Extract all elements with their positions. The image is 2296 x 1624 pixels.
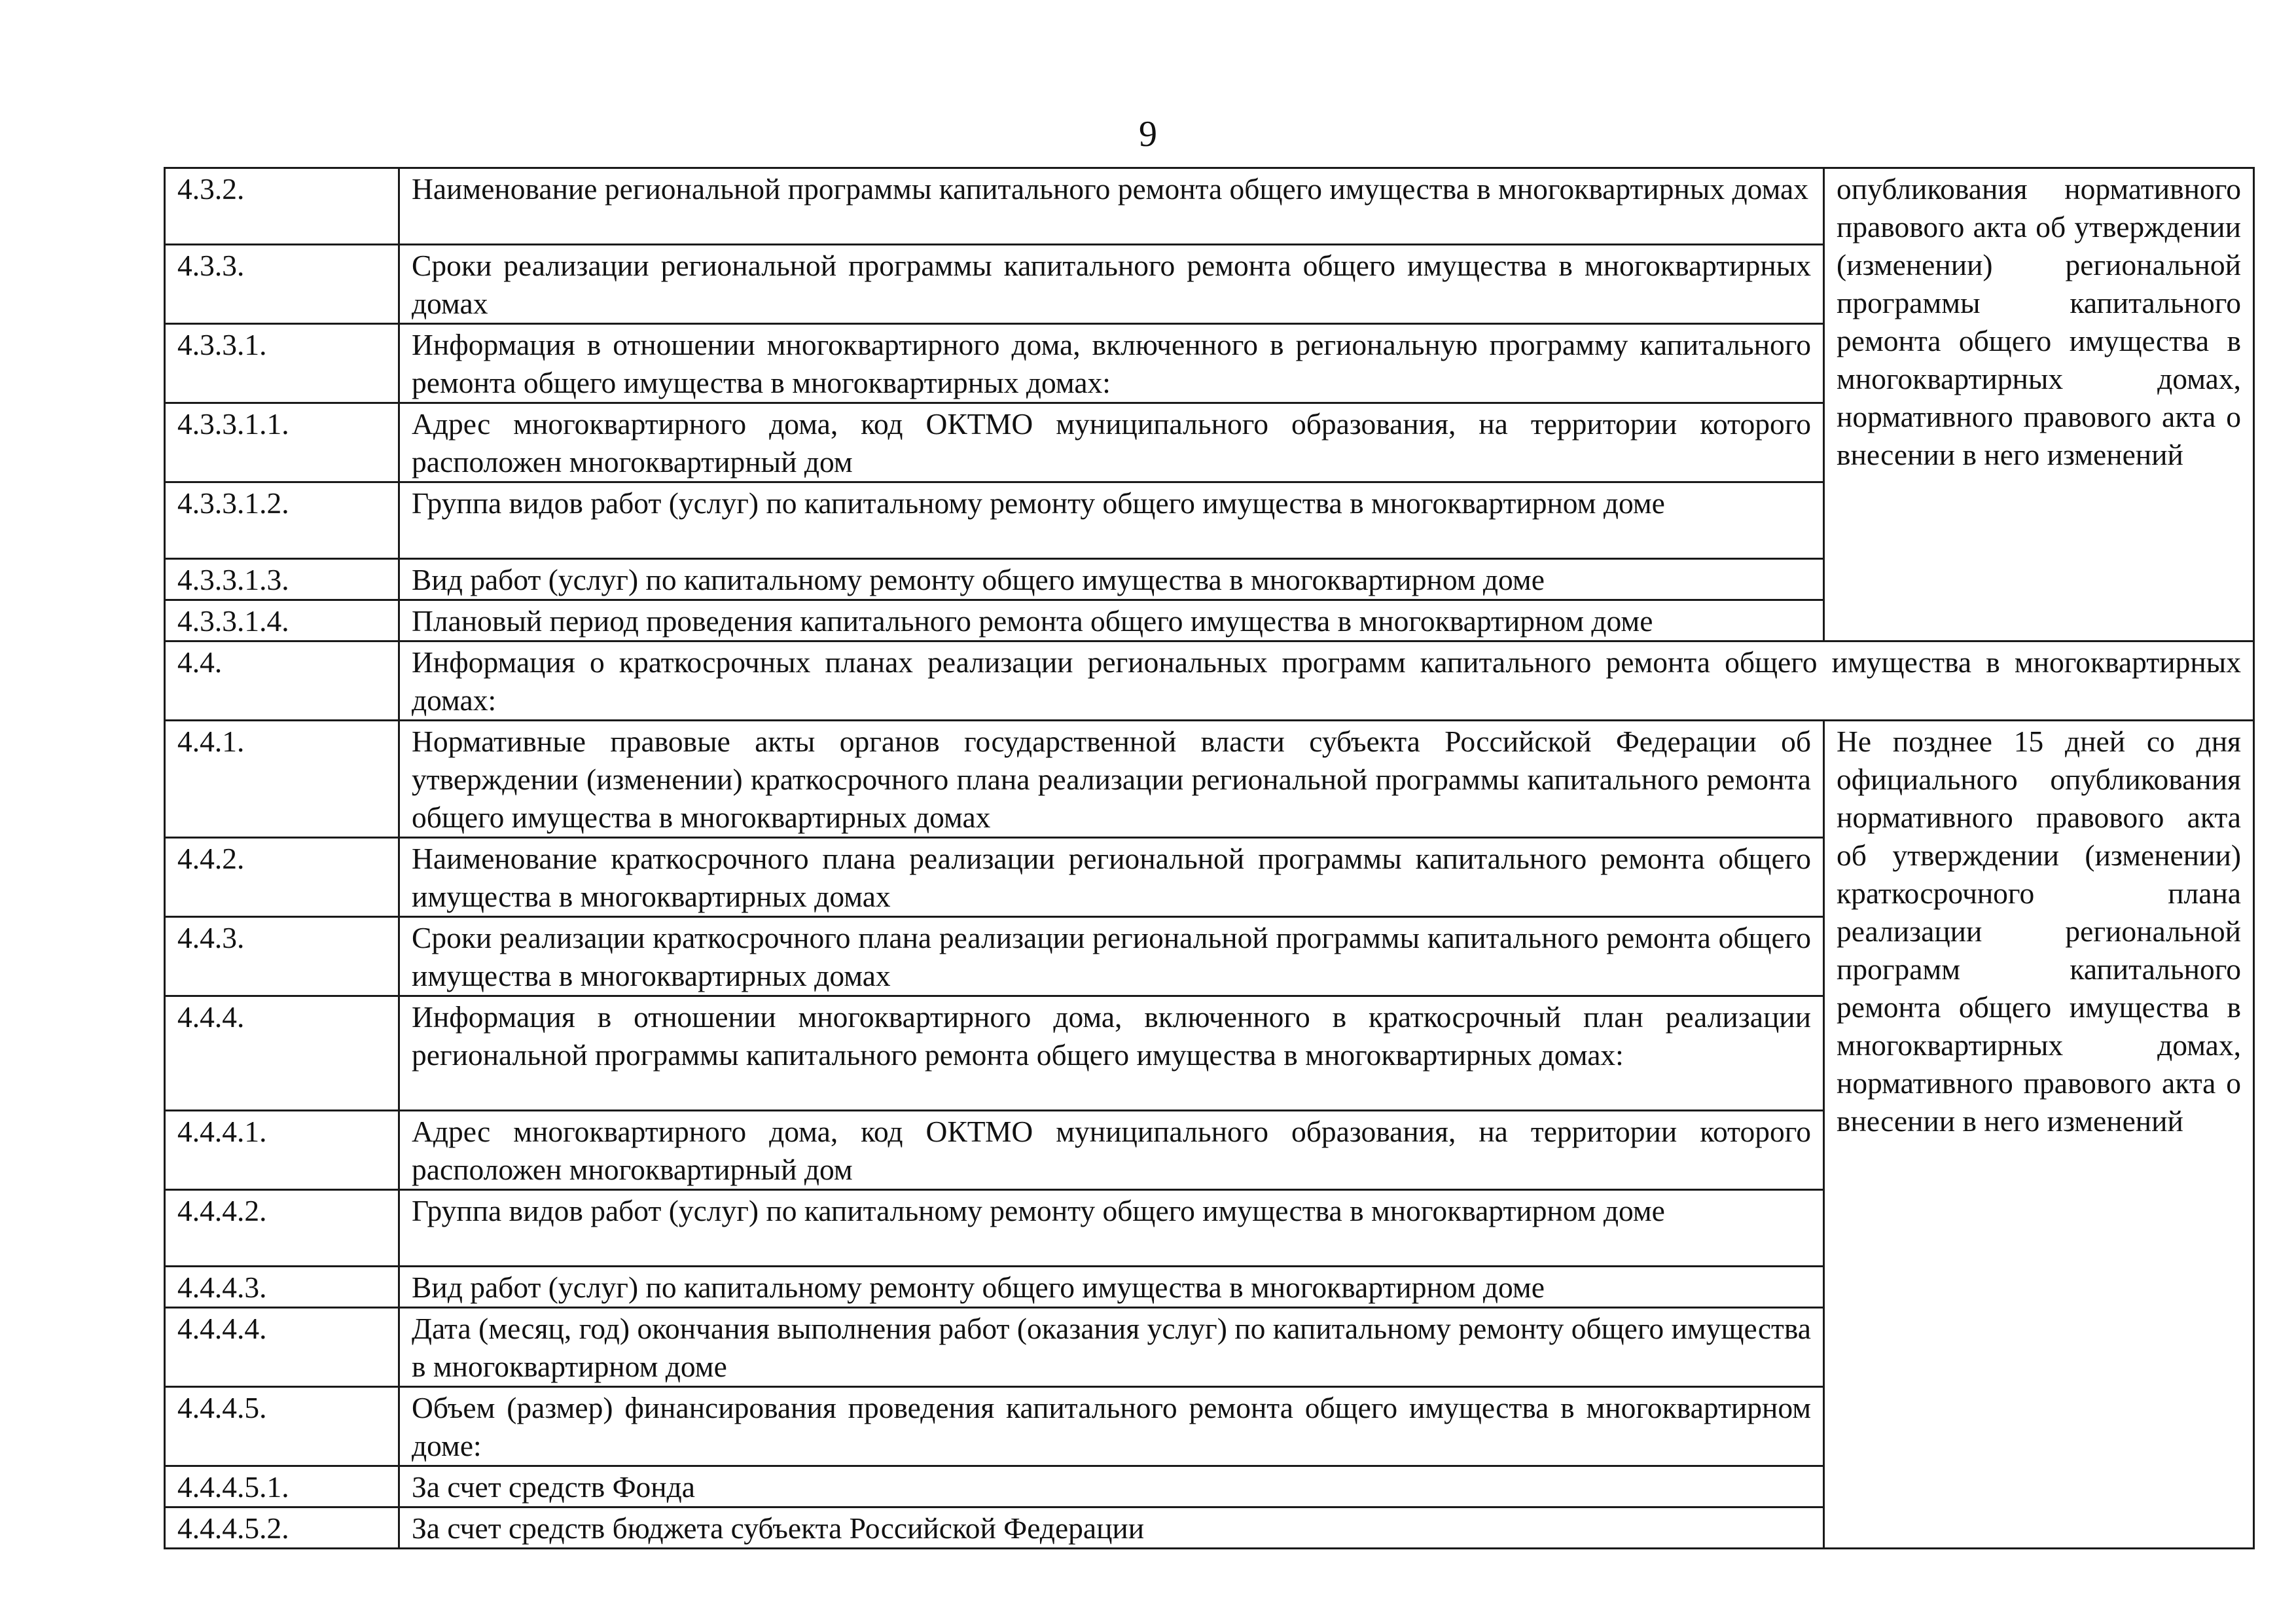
row-description: Информация в отношении многоквартирного дома, включенного в региональную программу капитального ремонта общего имущества в многоквартирных домах:	[399, 324, 1824, 403]
row-description: Группа видов работ (услуг) по капитальному ремонту общего имущества в многоквартирном доме	[399, 482, 1824, 559]
page-number: 9	[1139, 114, 1157, 154]
row-number: 4.3.3.1.1.	[165, 403, 399, 482]
row-description: Вид работ (услуг) по капитальному ремонту общего имущества в многоквартирном доме	[399, 559, 1824, 600]
table-row	[165, 641, 2254, 721]
row-description: Адрес многоквартирного дома, код ОКТМО муниципального образования, на территории которого расположен многоквартирный дом	[399, 1111, 1824, 1190]
row-number: 4.3.3.1.3.	[165, 559, 399, 600]
section-heading: Информация о краткосрочных планах реализации региональных программ капитального ремонта общего имущества в многоквартирных домах:	[399, 641, 2254, 721]
row-number: 4.4.2.	[165, 838, 399, 917]
row-number: 4.3.3.1.	[165, 324, 399, 403]
requirements-table	[164, 167, 2255, 1549]
row-description: Сроки реализации региональной программы капитального ремонта общего имущества в многоквартирных домах	[399, 245, 1824, 324]
row-number: 4.3.3.1.2.	[165, 482, 399, 559]
row-number: 4.4.4.	[165, 996, 399, 1111]
row-number: 4.4.4.1.	[165, 1111, 399, 1190]
row-number: 4.3.2.	[165, 168, 399, 245]
row-description: Объем (размер) финансирования проведения капитального ремонта общего имущества в многоквартирном доме:	[399, 1387, 1824, 1466]
row-description: Группа видов работ (услуг) по капитальному ремонту общего имущества в многоквартирном доме	[399, 1190, 1824, 1267]
publication-term: опубликования нормативного правового акта об утверждении (изменении) региональной программы капитального ремонта общего имущества в многоквартирных домах, нормативного правового акта о внесении в него изменений	[1824, 168, 2254, 641]
row-number: 4.4.4.5.2.	[165, 1507, 399, 1549]
row-number: 4.4.4.5.	[165, 1387, 399, 1466]
table-row	[165, 168, 2254, 245]
row-number: 4.4.4.3.	[165, 1267, 399, 1308]
row-description: Нормативные правовые акты органов государственной власти субъекта Российской Федерации об утверждении (изменении) краткосрочного плана реализации региональной программы капитального ремонта общего имущества в многоквартирных домах	[399, 721, 1824, 838]
row-description: За счет средств Фонда	[399, 1466, 1824, 1507]
row-number: 4.4.4.2.	[165, 1190, 399, 1267]
row-number: 4.4.4.4.	[165, 1308, 399, 1387]
row-number: 4.4.	[165, 641, 399, 721]
row-description: Адрес многоквартирного дома, код ОКТМО муниципального образования, на территории которого расположен многоквартирный дом	[399, 403, 1824, 482]
row-description: Плановый период проведения капитального ремонта общего имущества в многоквартирном доме	[399, 600, 1824, 641]
row-number: 4.4.4.5.1.	[165, 1466, 399, 1507]
row-description: За счет средств бюджета субъекта Российской Федерации	[399, 1507, 1824, 1549]
row-description: Вид работ (услуг) по капитальному ремонту общего имущества в многоквартирном доме	[399, 1267, 1824, 1308]
row-number: 4.4.3.	[165, 917, 399, 996]
row-description: Сроки реализации краткосрочного плана реализации региональной программы капитального ремонта общего имущества в многоквартирных домах	[399, 917, 1824, 996]
row-number: 4.3.3.	[165, 245, 399, 324]
row-description: Наименование краткосрочного плана реализации региональной программы капитального ремонта общего имущества в многоквартирных домах	[399, 838, 1824, 917]
row-number: 4.3.3.1.4.	[165, 600, 399, 641]
publication-term: Не позднее 15 дней со дня официального опубликования нормативного правового акта об утверждении (изменении) краткосрочного плана реализации региональной программ капитального ремонта общего имущества в многоквартирных домах, нормативного правового акта о внесении в него изменений	[1824, 721, 2254, 1549]
row-description: Дата (месяц, год) окончания выполнения работ (оказания услуг) по капитальному ремонту общего имущества в многоквартирном доме	[399, 1308, 1824, 1387]
row-number: 4.4.1.	[165, 721, 399, 838]
table-row	[165, 721, 2254, 838]
row-description: Информация в отношении многоквартирного дома, включенного в краткосрочный план реализации региональной программы капитального ремонта общего имущества в многоквартирных домах:	[399, 996, 1824, 1111]
row-description: Наименование региональной программы капитального ремонта общего имущества в многоквартирных домах	[399, 168, 1824, 245]
